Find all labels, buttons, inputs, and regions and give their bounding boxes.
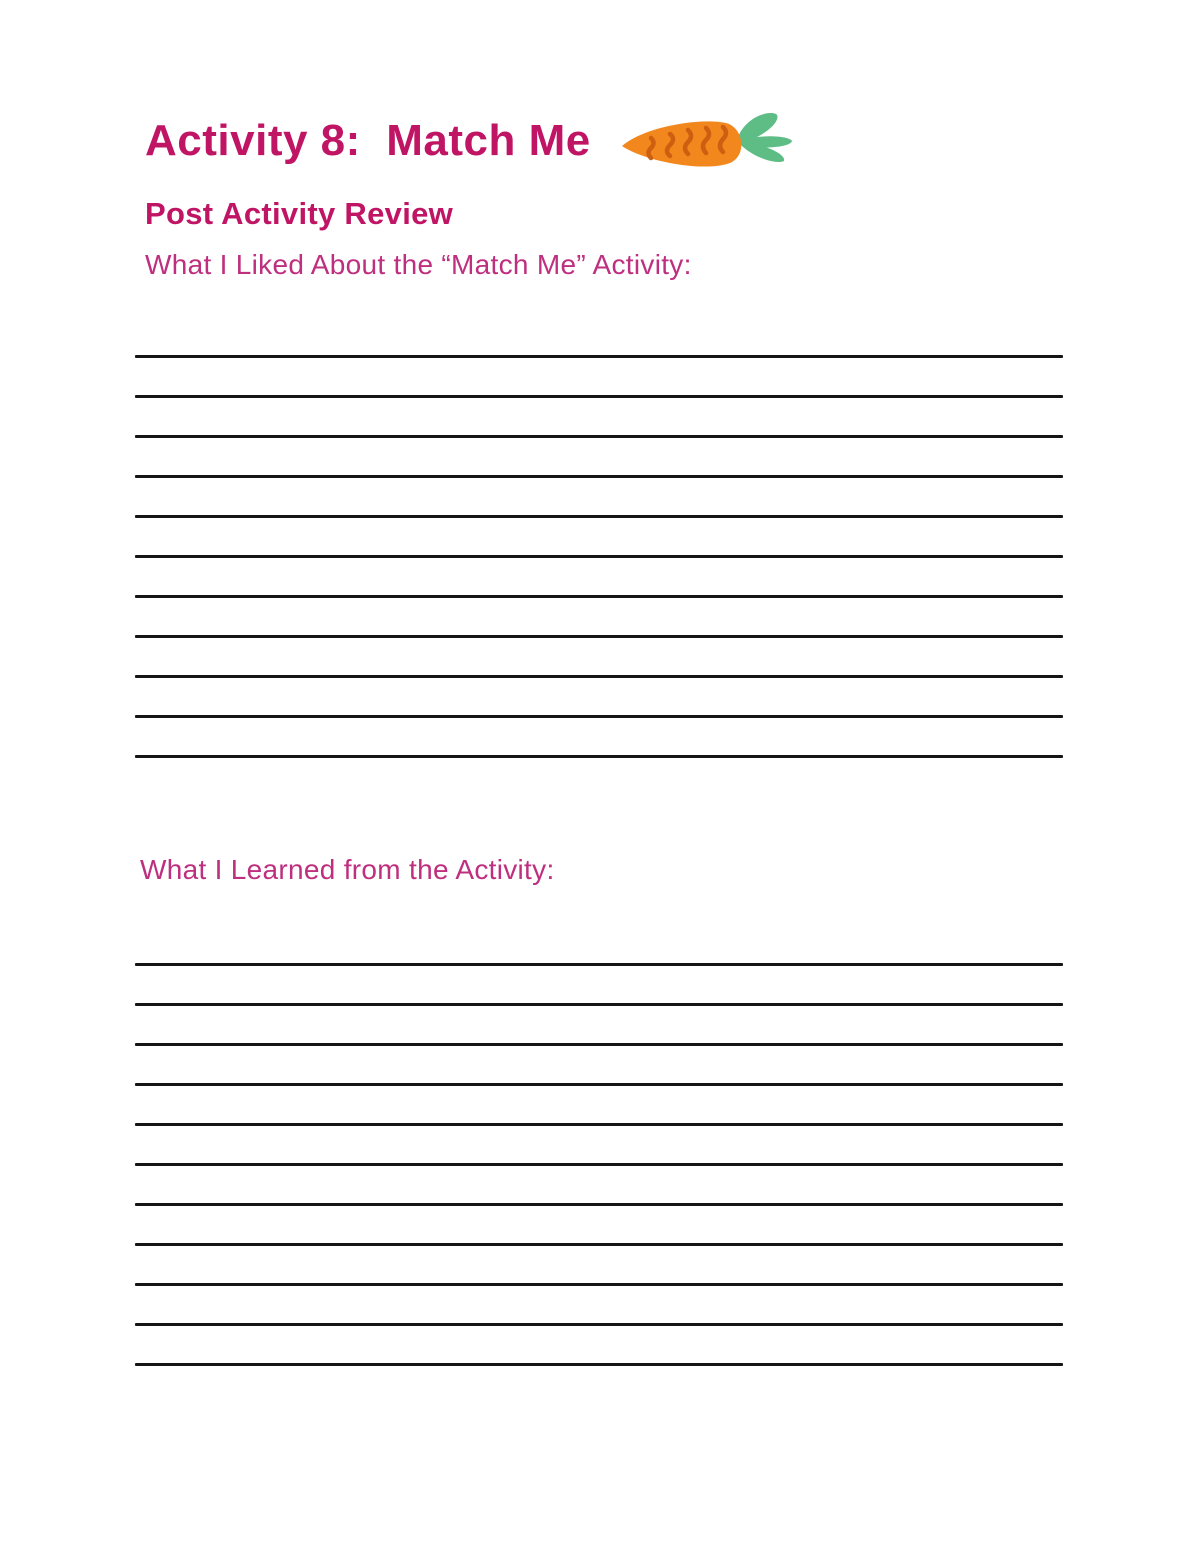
page-title: Activity 8: Match Me — [145, 116, 591, 165]
writing-line — [135, 355, 1063, 358]
writing-line — [135, 1163, 1063, 1166]
writing-line — [135, 595, 1063, 598]
writing-line — [135, 1203, 1063, 1206]
writing-line — [135, 1243, 1063, 1246]
writing-lines-what-i-liked — [135, 355, 1063, 795]
prompt-what-i-liked: What I Liked About the “Match Me” Activity: — [145, 249, 692, 280]
writing-line — [135, 555, 1063, 558]
writing-line — [135, 1323, 1063, 1326]
writing-lines-what-i-learned — [135, 963, 1063, 1403]
writing-line — [135, 715, 1063, 718]
writing-line — [135, 435, 1063, 438]
writing-line — [135, 1363, 1063, 1366]
writing-line — [135, 635, 1063, 638]
writing-line — [135, 1003, 1063, 1006]
writing-line — [135, 1043, 1063, 1046]
writing-line — [135, 395, 1063, 398]
writing-line — [135, 1123, 1063, 1126]
prompt-what-i-learned: What I Learned from the Activity: — [140, 854, 555, 885]
carrot-icon — [620, 110, 800, 174]
section-heading-post-activity-review: Post Activity Review — [145, 196, 454, 231]
writing-line — [135, 755, 1063, 758]
writing-line — [135, 1083, 1063, 1086]
writing-line — [135, 475, 1063, 478]
writing-line — [135, 963, 1063, 966]
writing-line — [135, 675, 1063, 678]
writing-line — [135, 1283, 1063, 1286]
writing-line — [135, 515, 1063, 518]
